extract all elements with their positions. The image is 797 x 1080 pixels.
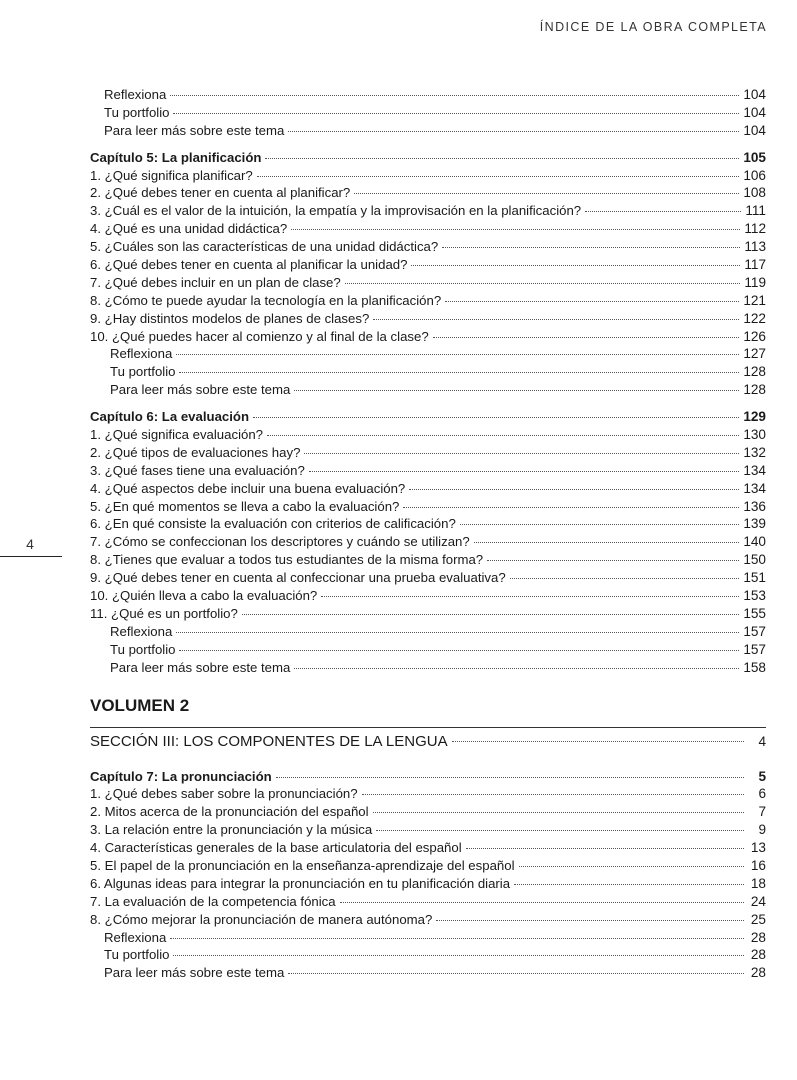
toc-entry-title: Para leer más sobre este tema (110, 659, 291, 675)
toc-entry-title: 3. ¿Cuál es el valor de la intuición, la empatía y la improvisación en la planificación? (90, 203, 582, 219)
toc-entry-title: 5. ¿En qué momentos se lleva a cabo la evaluación? (90, 498, 400, 514)
toc-entry[interactable] (90, 345, 766, 363)
toc-entry[interactable] (90, 220, 766, 238)
toc-entry-page: 16 (750, 857, 766, 873)
toc-entry-page: 111 (745, 203, 766, 219)
toc-entry[interactable] (90, 310, 766, 328)
toc-entry-title: Reflexiona (110, 346, 173, 362)
dot-leader (291, 229, 740, 230)
dot-leader (474, 542, 740, 543)
toc-entry-title: 10. ¿Quién lleva a cabo la evaluación? (90, 588, 318, 604)
toc-entry[interactable] (90, 426, 766, 444)
toc-entry[interactable] (90, 857, 766, 875)
dot-leader (294, 390, 739, 391)
dot-leader (354, 193, 739, 194)
toc-entry-title: 4. ¿Qué aspectos debe incluir una buena evaluación? (90, 480, 406, 496)
toc-entry-page: 28 (750, 929, 766, 945)
chapter-page: 129 (743, 409, 766, 425)
page-number-rule (0, 556, 62, 557)
toc-entry-title: 8. ¿Cómo te puede ayudar la tecnología en la planificación? (90, 292, 442, 308)
dot-leader (442, 247, 740, 248)
toc-entry-title: Tu portfolio (104, 947, 170, 963)
toc-entry-title: Reflexiona (104, 87, 167, 102)
dot-leader (436, 920, 744, 921)
toc-entry-page: 106 (743, 167, 766, 183)
toc-entry-page: 28 (750, 965, 766, 981)
toc-entry-title: Tu portfolio (110, 364, 176, 380)
toc-entry[interactable] (90, 911, 766, 929)
toc-entry-title: 8. ¿Tienes que evaluar a todos tus estudiantes de la misma forma? (90, 552, 484, 568)
toc-entry-page: 128 (743, 382, 766, 398)
toc-entry-page: 150 (743, 552, 766, 568)
toc-entry-page: 119 (744, 274, 766, 290)
dot-leader (373, 319, 739, 320)
toc-entry-page: 24 (750, 893, 766, 909)
toc-entry[interactable] (90, 803, 766, 821)
chapter-page: 5 (758, 768, 766, 784)
toc-group-chapter7 (90, 785, 766, 982)
toc-entry-title: 7. ¿Cómo se confeccionan los descriptores y cuándo se utilizan? (90, 534, 470, 550)
dot-leader (179, 650, 739, 651)
toc-entry-page: 104 (743, 122, 766, 138)
dot-leader (173, 113, 739, 114)
dot-leader (267, 435, 739, 436)
toc-entry[interactable] (90, 605, 766, 623)
toc-entry[interactable] (90, 623, 766, 641)
running-head: ÍNDICE DE LA OBRA COMPLETA (539, 20, 767, 34)
toc-entry[interactable] (90, 184, 766, 202)
dot-leader (170, 938, 744, 939)
dot-leader (373, 812, 744, 813)
toc-entry[interactable] (90, 480, 766, 498)
toc-entry-title: Para leer más sobre este tema (104, 122, 285, 138)
dot-leader (253, 417, 739, 418)
chapter-page: 105 (743, 149, 766, 165)
toc-entry-title: 6. ¿En qué consiste la evaluación con criterios de calificación? (90, 516, 456, 532)
dot-leader (276, 777, 744, 778)
toc-entry[interactable] (90, 587, 766, 605)
toc-entry-title: 2. ¿Qué tipos de evaluaciones hay? (90, 444, 301, 460)
toc-entry[interactable] (90, 256, 766, 274)
dot-leader (242, 614, 739, 615)
toc-entry-title: 9. ¿Hay distintos modelos de planes de clases? (90, 310, 370, 326)
toc-entry-page: 28 (750, 947, 766, 963)
dot-leader (294, 668, 739, 669)
dot-leader (411, 265, 740, 266)
toc-entry[interactable] (90, 381, 766, 399)
toc-entry[interactable] (90, 821, 766, 839)
toc-group-chapter6 (90, 426, 766, 676)
toc-entry-title: 9. ¿Qué debes tener en cuenta al confeccionar una prueba evaluativa? (90, 570, 506, 586)
dot-leader (288, 131, 739, 132)
dot-leader (409, 489, 739, 490)
toc-entry-page: 127 (743, 346, 766, 362)
dot-leader (179, 372, 739, 373)
toc-entry-title: 1. ¿Qué significa evaluación? (90, 427, 264, 443)
toc-entry[interactable] (90, 122, 766, 140)
toc-entry-page: 134 (743, 462, 766, 478)
toc-entry-page: 126 (743, 328, 766, 344)
dot-leader (176, 354, 739, 355)
toc-entry-page: 140 (743, 534, 766, 550)
toc-entry-title: 7. La evaluación de la competencia fónica (90, 893, 336, 909)
dot-leader (514, 884, 744, 885)
toc-entry[interactable] (90, 929, 766, 947)
toc-entry-page: 130 (743, 427, 766, 443)
toc-entry[interactable] (90, 641, 766, 659)
dot-leader (173, 955, 744, 956)
dot-leader (585, 211, 741, 212)
toc-entry-title: 6. ¿Qué debes tener en cuenta al planificar la unidad? (90, 257, 408, 273)
dot-leader (376, 830, 744, 831)
toc-entry-page: 122 (743, 310, 766, 326)
toc-entry-page: 158 (743, 659, 766, 675)
toc-entry-title: 4. Características generales de la base articulatoria del español (90, 840, 462, 856)
dot-leader (487, 560, 739, 561)
toc-entry[interactable] (90, 292, 766, 310)
toc-entry-page: 155 (743, 605, 766, 621)
page-number: 4 (26, 536, 34, 552)
toc-entry-title: 2. ¿Qué debes tener en cuenta al planificar? (90, 185, 351, 201)
dot-leader (304, 453, 739, 454)
dot-leader (433, 337, 740, 338)
dot-leader (345, 283, 741, 284)
chapter-title: Capítulo 5: La planificación (90, 149, 262, 165)
toc-entry[interactable] (90, 274, 766, 292)
dot-leader (321, 596, 739, 597)
volume-title: VOLUMEN 2 (90, 695, 190, 715)
toc-entry-page: 121 (743, 292, 766, 308)
toc-entry[interactable] (90, 86, 766, 104)
section-title: SECCIÓN III: LOS COMPONENTES DE LA LENGUA (90, 732, 448, 750)
toc-entry[interactable] (90, 238, 766, 256)
toc-entry-title: 1. ¿Qué significa planificar? (90, 167, 253, 183)
toc-entry[interactable] (90, 964, 766, 982)
chapter-heading-7[interactable] (90, 768, 766, 786)
toc-entry-page: 157 (743, 641, 766, 657)
toc-entry[interactable] (90, 533, 766, 551)
toc-entry[interactable] (90, 498, 766, 516)
toc-entry-title: Tu portfolio (104, 104, 170, 120)
toc-entry-page: 104 (743, 104, 766, 120)
toc-entry-page: 18 (750, 875, 766, 891)
toc-entry-page: 117 (744, 257, 766, 273)
toc-entry[interactable] (90, 515, 766, 533)
toc-entry-title: 7. ¿Qué debes incluir en un plan de clase? (90, 274, 341, 290)
toc-entry[interactable] (90, 946, 766, 964)
toc-entry[interactable] (90, 202, 766, 220)
toc-entry[interactable] (90, 328, 766, 346)
toc-entry-page: 139 (743, 516, 766, 532)
dot-leader (340, 902, 744, 903)
toc-entry[interactable] (90, 875, 766, 893)
dot-leader (460, 524, 740, 525)
toc-group-chapter4-tail (90, 86, 766, 140)
chapter-heading-6[interactable] (90, 408, 766, 426)
toc-entry-page: 13 (750, 840, 766, 856)
table-of-contents (90, 86, 766, 982)
dot-leader (519, 866, 744, 867)
toc-entry-page: 132 (743, 444, 766, 460)
toc-entry-page: 6 (758, 786, 766, 802)
dot-leader (176, 632, 739, 633)
toc-entry[interactable] (90, 551, 766, 569)
dot-leader (362, 794, 744, 795)
toc-entry[interactable] (90, 839, 766, 857)
toc-entry-title: Para leer más sobre este tema (104, 965, 285, 981)
toc-entry-page: 9 (758, 822, 766, 838)
section-page: 4 (758, 733, 766, 749)
toc-entry-title: 4. ¿Qué es una unidad didáctica? (90, 221, 288, 237)
toc-entry-title: Para leer más sobre este tema (110, 382, 291, 398)
toc-entry-title: 10. ¿Qué puedes hacer al comienzo y al final de la clase? (90, 328, 429, 344)
dot-leader (288, 973, 744, 974)
dot-leader (257, 176, 740, 177)
toc-entry[interactable] (90, 893, 766, 911)
toc-entry-page: 113 (744, 239, 766, 255)
chapter-heading-5[interactable] (90, 149, 766, 167)
dot-leader (309, 471, 740, 472)
toc-entry-page: 25 (750, 911, 766, 927)
toc-entry-page: 153 (743, 588, 766, 604)
toc-entry-title: 5. ¿Cuáles son las características de una unidad didáctica? (90, 239, 439, 255)
toc-entry-page: 108 (743, 185, 766, 201)
toc-entry-title: Reflexiona (104, 929, 167, 945)
toc-entry[interactable] (90, 104, 766, 122)
dot-leader (452, 741, 744, 742)
toc-entry-page: 7 (758, 804, 766, 820)
toc-entry-title: 3. La relación entre la pronunciación y la música (90, 822, 373, 838)
toc-entry-title: 2. Mitos acerca de la pronunciación del español (90, 804, 369, 820)
toc-entry-page: 134 (743, 480, 766, 496)
toc-entry-title: 3. ¿Qué fases tiene una evaluación? (90, 462, 305, 478)
dot-leader (445, 301, 739, 302)
toc-entry-title: Tu portfolio (110, 641, 176, 657)
dot-leader (466, 848, 744, 849)
dot-leader (403, 507, 739, 508)
toc-entry[interactable] (90, 785, 766, 803)
dot-leader (265, 158, 739, 159)
toc-entry-page: 128 (743, 364, 766, 380)
toc-entry-page: 151 (743, 570, 766, 586)
toc-entry[interactable] (90, 462, 766, 480)
chapter-title: Capítulo 6: La evaluación (90, 409, 250, 425)
toc-entry[interactable] (90, 659, 766, 677)
toc-entry-title: 8. ¿Cómo mejorar la pronunciación de manera autónoma? (90, 911, 433, 927)
toc-entry[interactable] (90, 569, 766, 587)
toc-entry-title: Reflexiona (110, 623, 173, 639)
toc-group-chapter5 (90, 167, 766, 400)
toc-entry[interactable] (90, 444, 766, 462)
toc-entry[interactable] (90, 363, 766, 381)
section-heading-3[interactable] (90, 727, 766, 756)
dot-leader (170, 95, 739, 96)
toc-entry-title: 6. Algunas ideas para integrar la pronunciación en tu planificación diaria (90, 875, 511, 891)
toc-entry[interactable] (90, 167, 766, 185)
toc-entry-title: 11. ¿Qué es un portfolio? (90, 605, 238, 621)
chapter-title: Capítulo 7: La pronunciación (90, 768, 272, 784)
toc-entry-title: 5. El papel de la pronunciación en la enseñanza-aprendizaje del español (90, 857, 515, 873)
toc-entry-page: 157 (743, 623, 766, 639)
toc-entry-page: 104 (743, 87, 766, 102)
toc-entry-title: 1. ¿Qué debes saber sobre la pronunciación? (90, 786, 358, 802)
toc-entry-page: 112 (744, 221, 766, 237)
toc-entry-page: 136 (743, 498, 766, 514)
dot-leader (510, 578, 740, 579)
